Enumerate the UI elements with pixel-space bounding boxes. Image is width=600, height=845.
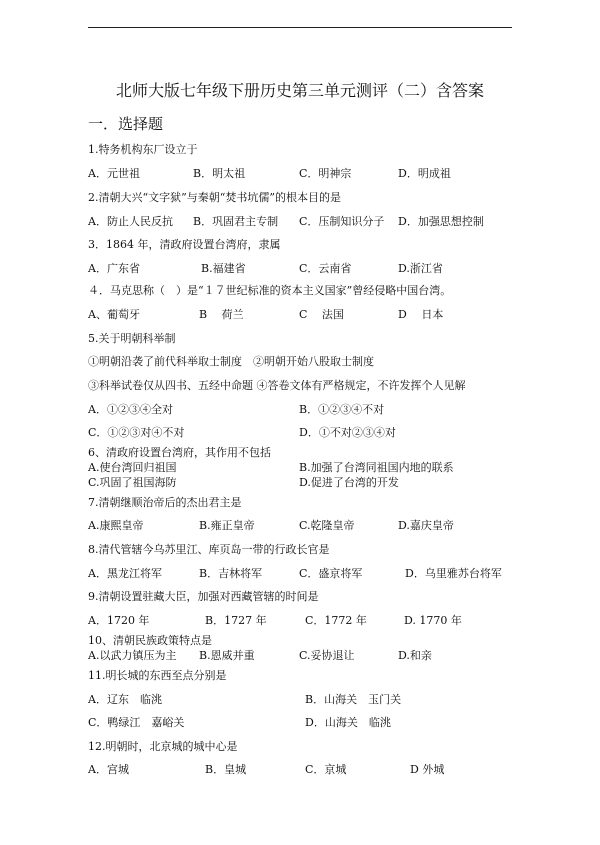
question-5-stem: 5.关于明朝科举制 (88, 332, 176, 345)
q6-option-c: C.巩固了祖国海防 (88, 476, 177, 489)
q2-option-c: C．压制知识分子 (299, 215, 385, 228)
q11-option-b: B．山海关 玉门关 (305, 693, 402, 706)
section-heading: 一．选择题 (88, 115, 164, 133)
question-7-stem: 7.清朝继顺治帝后的杰出君主是 (88, 496, 242, 509)
question-12-stem: 12.明朝时，北京城的城中心是 (88, 740, 238, 753)
q4-option-c: C 法国 (299, 308, 344, 321)
q1-option-a: A．元世祖 (88, 167, 140, 180)
question-11-stem: 11.明长城的东西至点分别是 (88, 669, 227, 682)
q8-option-a: A．黑龙江将军 (88, 567, 162, 580)
q10-option-c: C.妥协退让 (299, 649, 355, 662)
q5-statement-1: ①明朝沿袭了前代科举取士制度 ②明朝开始八股取士制度 (88, 355, 374, 368)
question-9-stem: 9.清朝设置驻藏大臣，加强对西藏管辖的时间是 (88, 590, 319, 603)
q3-option-d: D.浙江省 (398, 262, 443, 275)
q2-option-a: A．防止人民反抗 (88, 215, 173, 228)
q8-option-c: C．盛京将军 (299, 567, 363, 580)
q3-option-b: B.福建省 (201, 262, 246, 275)
q9-option-c: C．1772 年 (305, 614, 367, 627)
q4-option-a: A、葡萄牙 (88, 308, 140, 321)
q8-option-b: B．吉林将军 (199, 567, 263, 580)
q1-option-b: B．明太祖 (193, 167, 246, 180)
q4-option-d: D 日本 (398, 308, 444, 321)
question-6-stem: 6、清政府设置台湾府，其作用不包括 (88, 446, 271, 459)
q12-option-c: C．京城 (305, 763, 347, 776)
q11-option-c: C．鸭绿江 嘉峪关 (88, 716, 185, 729)
question-4-stem: ４．马克思称（ ）是“１７世纪标准的资本主义国家”曾经侵略中国台湾。 (88, 284, 452, 297)
q3-option-a: A．广东省 (88, 262, 140, 275)
q6-option-a: A.使台湾回归祖国 (88, 461, 177, 474)
q6-option-b: B.加强了台湾同祖国内地的联系 (299, 461, 454, 474)
question-3-stem: 3．1864 年，清政府设置台湾府，隶属 (88, 238, 281, 251)
q1-option-c: C．明神宗 (299, 167, 352, 180)
header-rule (88, 27, 512, 28)
q12-option-b: B．皇城 (205, 763, 247, 776)
question-2-stem: 2.清朝大兴“文字狱”与秦朝“焚书坑儒”的根本目的是 (88, 191, 341, 204)
q11-option-a: A．辽东 临洮 (88, 693, 162, 706)
q2-option-d: D．加强思想控制 (398, 215, 484, 228)
q7-option-c: C.乾隆皇帝 (299, 519, 355, 532)
q5-option-b: B．①②③④不对 (299, 403, 385, 416)
q10-option-d: D.和亲 (398, 649, 432, 662)
q1-option-d: D．明成祖 (398, 167, 451, 180)
q7-option-a: A.康熙皇帝 (88, 519, 144, 532)
q5-option-a: A．①②③④全对 (88, 403, 173, 416)
q5-option-d: D．①不对②③④对 (299, 426, 396, 439)
page-title: 北师大版七年级下册历史第三单元测评（二）含答案 (115, 81, 484, 100)
q6-option-d: D.促进了台湾的开发 (299, 476, 399, 489)
q12-option-d: D 外城 (410, 763, 445, 776)
q8-option-d: D．乌里雅苏台将军 (405, 567, 502, 580)
q11-option-d: D．山海关 临洮 (305, 716, 391, 729)
q9-option-d: D. 1770 年 (404, 614, 462, 627)
q3-option-c: C．云南省 (299, 262, 352, 275)
q2-option-b: B．巩固君主专制 (193, 215, 279, 228)
question-8-stem: 8.清代管辖今乌苏里江、库页岛一带的行政长官是 (88, 543, 330, 556)
q10-option-a: A.以武力镇压为主 (88, 649, 177, 662)
q12-option-a: A．宫城 (88, 763, 129, 776)
question-10-stem: 10、清朝民族政策特点是 (88, 634, 212, 647)
question-1-stem: 1.特务机构东厂设立于 (88, 143, 198, 156)
q7-option-b: B.雍正皇帝 (199, 519, 255, 532)
q5-option-c: C．①②③对④不对 (88, 426, 185, 439)
q9-option-a: A．1720 年 (88, 614, 150, 627)
q5-statement-2: ③科举试卷仅从四书、五经中命题 ④答卷文体有严格规定，不许发挥个人见解 (88, 379, 466, 392)
q9-option-b: B．1727 年 (205, 614, 267, 627)
q10-option-b: B.恩威并重 (199, 649, 255, 662)
q7-option-d: D.嘉庆皇帝 (398, 519, 454, 532)
q4-option-b: B 荷兰 (199, 308, 244, 321)
